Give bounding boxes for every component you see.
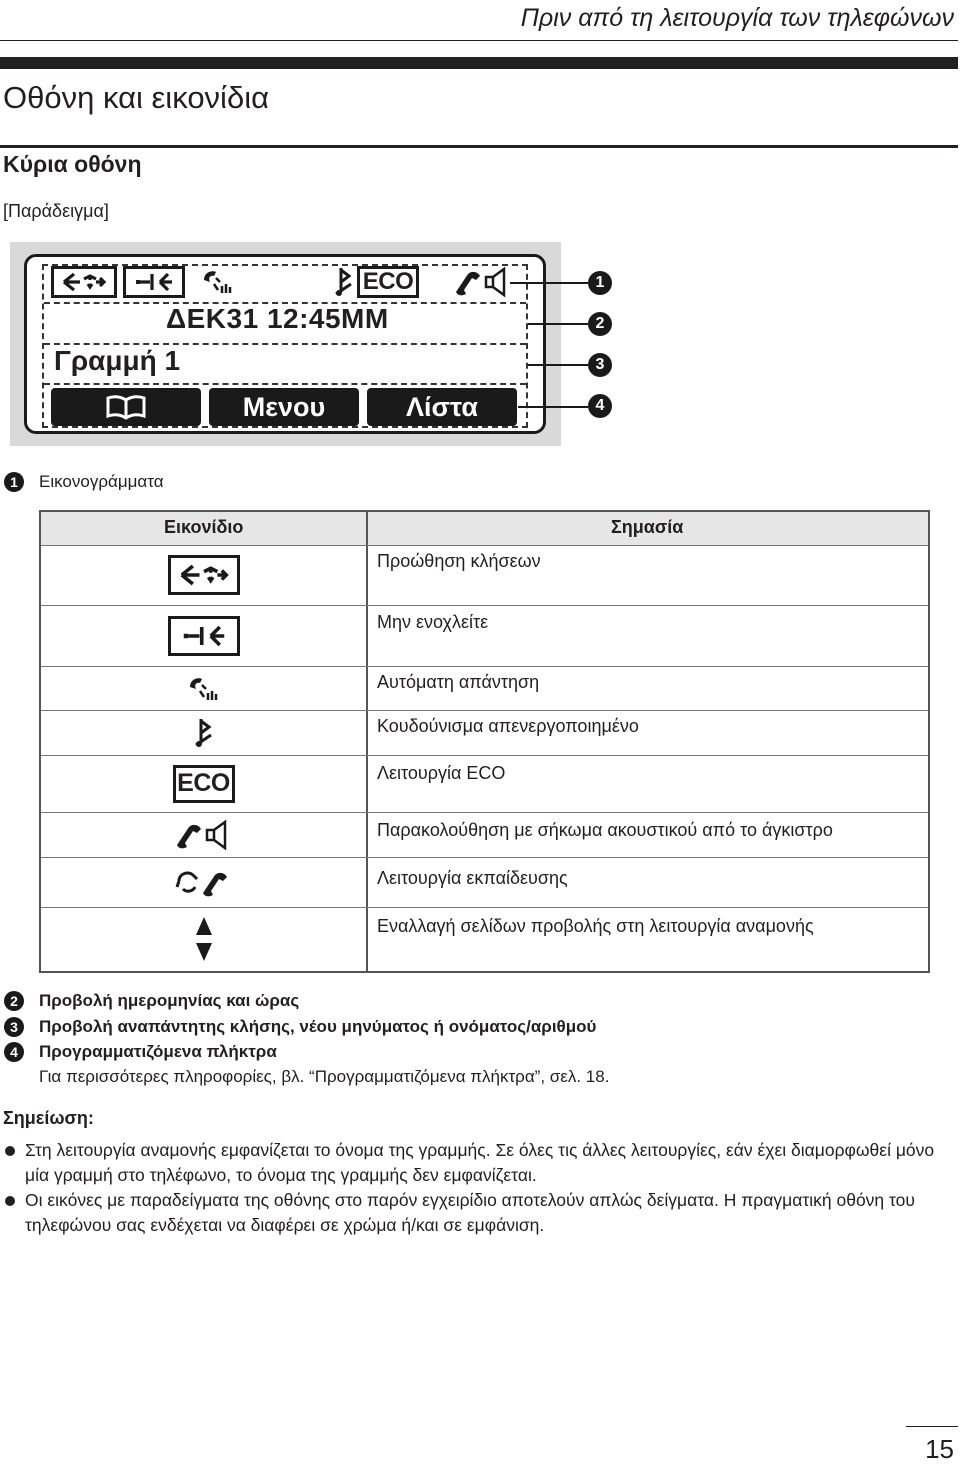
callout-3: 3	[588, 353, 612, 377]
example-label: [Παράδειγμα]	[3, 201, 109, 221]
note-item: Οι εικόνες με παραδείγματα της οθόνης στο παρόν εγχειρίδιο αποτελούν απλώς δείγματα. Η πραγματική οθόνη του τηλεφώνου σας ενδέχεται να διαφέρει σε χρώμα ή/και σε εμφάνιση.	[25, 1190, 915, 1235]
auto-answer-icon	[200, 266, 236, 301]
section-bar	[0, 57, 958, 69]
table-header-icon: Εικονίδιο	[164, 517, 244, 537]
legend-detail-4: Για περισσότερες πληροφορίες, βλ. “Προγραμματιζόμενα πλήκτρα”, σελ. 18.	[39, 1067, 610, 1086]
book-icon	[104, 394, 148, 420]
softkey-menu[interactable]: Μενου	[209, 388, 359, 426]
eco-icon-label: ECO	[362, 268, 414, 295]
table-row-icon	[41, 545, 366, 605]
table-row-icon	[41, 755, 366, 812]
table-row-icon	[41, 907, 366, 971]
off-hook-monitor-icon	[452, 266, 514, 303]
eco-icon	[357, 266, 419, 298]
off-hook-monitor-icon	[173, 819, 235, 851]
callout-line-1	[510, 282, 588, 284]
page-number-divider	[906, 1426, 958, 1427]
legend-number-1: 1	[4, 472, 24, 492]
bullet-icon	[5, 1146, 15, 1156]
chapter-divider	[0, 40, 958, 41]
lcd-row-separator	[44, 383, 526, 385]
table-column-divider	[366, 512, 368, 971]
table-row-icon	[41, 857, 366, 907]
do-not-disturb-icon	[168, 616, 240, 656]
legend-label-4: Προγραμματιζόμενα πλήκτρα	[39, 1042, 277, 1061]
table-row-meaning: Αυτόματη απάντηση	[377, 672, 540, 692]
note-title: Σημείωση:	[3, 1108, 94, 1128]
legend-label-1: Εικονογράμματα	[39, 472, 164, 491]
eco-icon-label: ECO	[177, 769, 230, 797]
page-number: 15	[925, 1434, 954, 1464]
legend-number-4: 4	[4, 1042, 24, 1062]
section-divider	[0, 145, 958, 148]
softkey-list[interactable]: Λίστα	[367, 388, 517, 426]
table-row-icon	[41, 812, 366, 857]
callout-line-3	[528, 364, 588, 366]
call-forward-icon	[51, 266, 117, 298]
table-header-meaning: Σημασία	[611, 517, 684, 537]
callout-2: 2	[588, 312, 612, 336]
do-not-disturb-icon	[123, 266, 185, 298]
legend-label-3: Προβολή αναπάντητης κλήσης, νέου μηνύματος ή ονόματος/αριθμού	[39, 1017, 597, 1036]
callout-line-4	[518, 406, 588, 408]
table-row-meaning: Εναλλαγή σελίδων προβολής στη λειτουργία αναμονής	[377, 916, 814, 936]
section-title: Οθόνη και εικονίδια	[3, 80, 270, 115]
subsection-title: Κύρια οθόνη	[3, 151, 142, 177]
legend-number-2: 2	[4, 991, 24, 1011]
legend-number-3: 3	[4, 1017, 24, 1037]
note-item: Στη λειτουργία αναμονής εμφανίζεται το όνομα της γραμμής. Σε όλες τις άλλες λειτουργίες, εάν έχει διαμορφωθεί μόνο μία γραμμή στο τηλέφωνο, το όνομα της γραμμής δεν εμφανίζεται.	[25, 1140, 935, 1185]
call-forward-icon	[168, 555, 240, 595]
callout-line-2	[528, 323, 588, 325]
table-row-meaning: Μην ενοχλείτε	[377, 612, 489, 632]
table-row-meaning: Παρακολούθηση με σήκωμα ακουστικού από το άγκιστρο	[377, 820, 833, 840]
table-row-meaning: Λειτουργία εκπαίδευσης	[377, 868, 568, 888]
softkey-phonebook[interactable]	[51, 388, 201, 426]
table-row-meaning: Προώθηση κλήσεων	[377, 551, 541, 571]
auto-answer-icon	[186, 673, 222, 703]
callout-4: 4	[588, 394, 612, 418]
training-mode-icon	[173, 867, 235, 897]
ringer-off-icon	[333, 266, 355, 303]
page-switch-icon	[194, 915, 214, 963]
bullet-icon	[5, 1196, 15, 1206]
eco-icon	[173, 765, 235, 803]
ringer-off-icon	[193, 717, 215, 749]
lcd-line-name: Γραμμή 1	[54, 345, 181, 376]
table-row-meaning: Κουδούνισμα απενεργοποιημένο	[377, 716, 639, 736]
chapter-title: Πριν από τη λειτουργία των τηλεφώνων	[520, 4, 954, 32]
lcd-date-time: ΔΕΚ31 12:45ΜΜ	[166, 303, 389, 334]
icons-table	[39, 510, 930, 973]
table-row-meaning: Λειτουργία ECO	[377, 763, 506, 783]
legend-label-2: Προβολή ημερομηνίας και ώρας	[39, 991, 300, 1010]
table-row-icon	[41, 605, 366, 666]
table-row-icon	[41, 710, 366, 755]
callout-1: 1	[588, 271, 612, 295]
table-row-icon	[41, 666, 366, 710]
